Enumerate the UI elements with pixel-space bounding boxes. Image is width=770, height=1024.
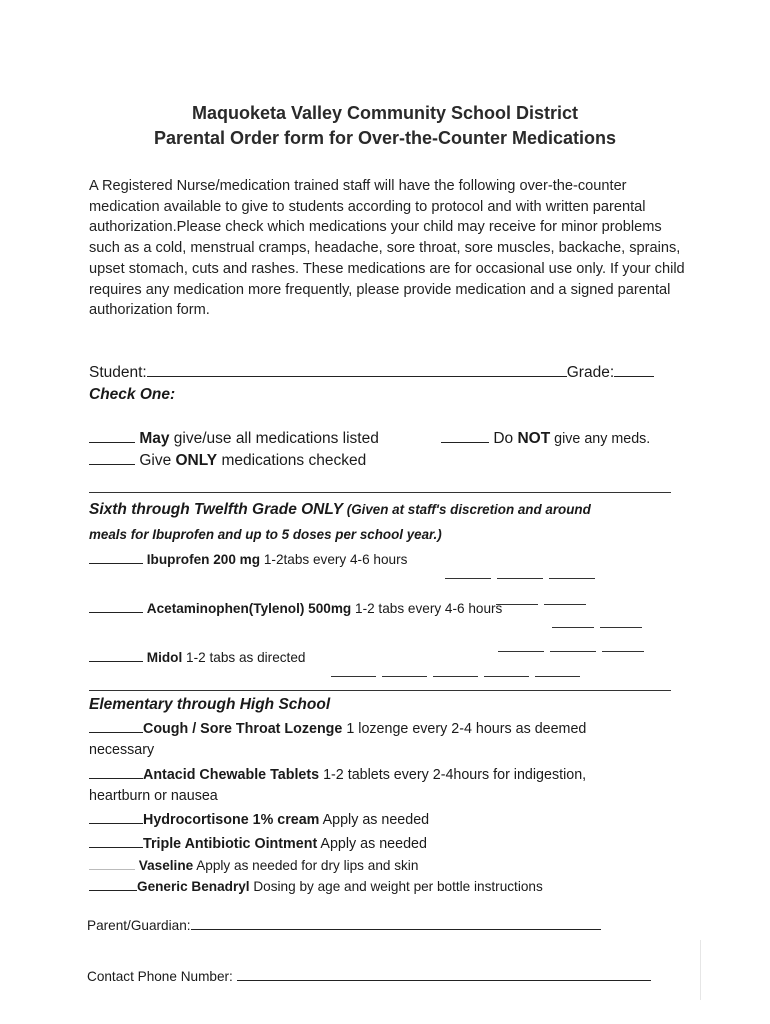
vaseline-checkbox[interactable] xyxy=(89,868,135,870)
hydrocortisone-text: Apply as needed xyxy=(319,812,430,828)
triple-antibiotic-bold: Triple Antibiotic Ointment xyxy=(143,836,318,852)
vaseline-row xyxy=(89,858,418,873)
acetaminophen-dose-blanks-2[interactable] xyxy=(498,639,650,657)
donot-text: give any meds. xyxy=(550,431,651,447)
donot-pre: Do xyxy=(493,430,518,447)
contact-phone-label: Contact Phone Number: xyxy=(87,969,233,984)
only-pre: Give xyxy=(139,452,176,469)
grade-label: Grade: xyxy=(566,364,615,381)
scan-artifact xyxy=(700,940,701,1000)
cough-text: 1 lozenge every 2-4 hours as deemed xyxy=(342,721,587,737)
title-line-2: Parental Order form for Over-the-Counter Medications xyxy=(153,128,617,148)
ibuprofen-dose-blanks[interactable] xyxy=(445,566,601,584)
midol-text: 1-2 tabs as directed xyxy=(182,650,306,665)
contact-phone-line xyxy=(87,969,651,984)
hydrocortisone-row xyxy=(89,812,429,828)
acetaminophen-checkbox[interactable] xyxy=(89,611,143,613)
triple-antibiotic-text: Apply as needed xyxy=(317,836,427,852)
give-only-checkbox[interactable] xyxy=(89,463,135,465)
sixth-section-heading xyxy=(89,501,591,519)
benadryl-checkbox[interactable] xyxy=(89,889,137,891)
antacid-checkbox[interactable] xyxy=(89,777,143,779)
student-name-field[interactable] xyxy=(147,375,567,377)
ibuprofen-bold: Ibuprofen 200 mg xyxy=(146,552,261,567)
acetaminophen-bold: Acetaminophen(Tylenol) 500mg xyxy=(146,601,352,616)
benadryl-text: Dosing by age and weight per bottle instructions xyxy=(249,879,543,894)
divider-2 xyxy=(89,690,671,691)
midol-dose-blanks[interactable] xyxy=(331,664,586,682)
may-give-checkbox[interactable] xyxy=(89,441,135,443)
divider-1 xyxy=(89,492,671,493)
grade-field[interactable] xyxy=(614,375,654,377)
antacid-text-line2: heartburn or nausea xyxy=(89,788,218,804)
parent-guardian-field[interactable] xyxy=(191,928,601,930)
vaseline-bold: Vaseline xyxy=(138,858,194,873)
acetaminophen-text: 1-2 tabs every 4-6 hours xyxy=(351,601,503,616)
hydrocortisone-checkbox[interactable] xyxy=(89,822,143,824)
elementary-section-heading: Elementary through High School xyxy=(89,696,331,713)
ibuprofen-dose-blanks-2[interactable] xyxy=(496,592,592,610)
cough-text-line2: necessary xyxy=(89,742,155,758)
may-text: give/use all medications listed xyxy=(169,430,379,447)
antacid-text: 1-2 tablets every 2-4hours for indigestion, xyxy=(319,767,587,783)
benadryl-bold: Generic Benadryl xyxy=(137,879,250,894)
intro-paragraph: A Registered Nurse/medication trained staff will have the following over-the-counter medication available to give to students according to protocol and with written parental authorization.Please check which medications your child may receive for minor problems such as a cold, menstrual cramps, headache, sore throat, sore muscles, backache, sprains, upset stomach, cuts and rashes. These medications are for occasional use only. If your child requires any medication more frequently, please provide medication and a signed parental authorization form. xyxy=(89,178,685,319)
antacid-bold: Antacid Chewable Tablets xyxy=(143,767,320,783)
cough-row xyxy=(89,721,586,737)
ibuprofen-checkbox[interactable] xyxy=(89,562,143,564)
midol-checkbox[interactable] xyxy=(89,660,143,662)
do-not-give-checkbox[interactable] xyxy=(441,441,489,443)
acetaminophen-row xyxy=(89,601,502,616)
cough-bold: Cough / Sore Throat Lozenge xyxy=(143,721,343,737)
sixth-heading-line2: meals for Ibuprofen and up to 5 doses per school year.) xyxy=(89,527,442,542)
sixth-heading-paren: (Given at staff's discretion and around xyxy=(343,502,591,517)
check-one-heading: Check One: xyxy=(89,386,176,403)
midol-row xyxy=(89,650,305,665)
cough-checkbox[interactable] xyxy=(89,731,143,733)
parent-guardian-label: Parent/Guardian: xyxy=(87,918,191,933)
option-may-give-all xyxy=(89,430,379,448)
antacid-row xyxy=(89,767,586,783)
contact-phone-field[interactable] xyxy=(237,979,651,981)
triple-antibiotic-checkbox[interactable] xyxy=(89,846,143,848)
title-line-1: Maquoketa Valley Community School District xyxy=(191,103,579,123)
student-line xyxy=(89,364,654,382)
donot-bold: NOT xyxy=(517,430,551,447)
ibuprofen-text: 1-2tabs every 4-6 hours xyxy=(260,552,408,567)
benadryl-row xyxy=(89,879,543,894)
may-bold: May xyxy=(139,430,170,447)
vaseline-text: Apply as needed for dry lips and skin xyxy=(193,858,419,873)
parent-guardian-line xyxy=(87,918,601,933)
triple-antibiotic-row xyxy=(89,836,427,852)
option-give-only-checked xyxy=(89,452,366,470)
only-bold: ONLY xyxy=(175,452,218,469)
student-label: Student: xyxy=(89,364,147,381)
option-do-not-give xyxy=(441,430,650,448)
hydrocortisone-bold: Hydrocortisone 1% cream xyxy=(143,812,320,828)
acetaminophen-dose-blanks[interactable] xyxy=(552,615,648,633)
ibuprofen-row xyxy=(89,552,407,567)
midol-bold: Midol xyxy=(146,650,183,665)
only-text: medications checked xyxy=(217,452,367,469)
sixth-heading-main: Sixth through Twelfth Grade ONLY xyxy=(89,501,344,518)
